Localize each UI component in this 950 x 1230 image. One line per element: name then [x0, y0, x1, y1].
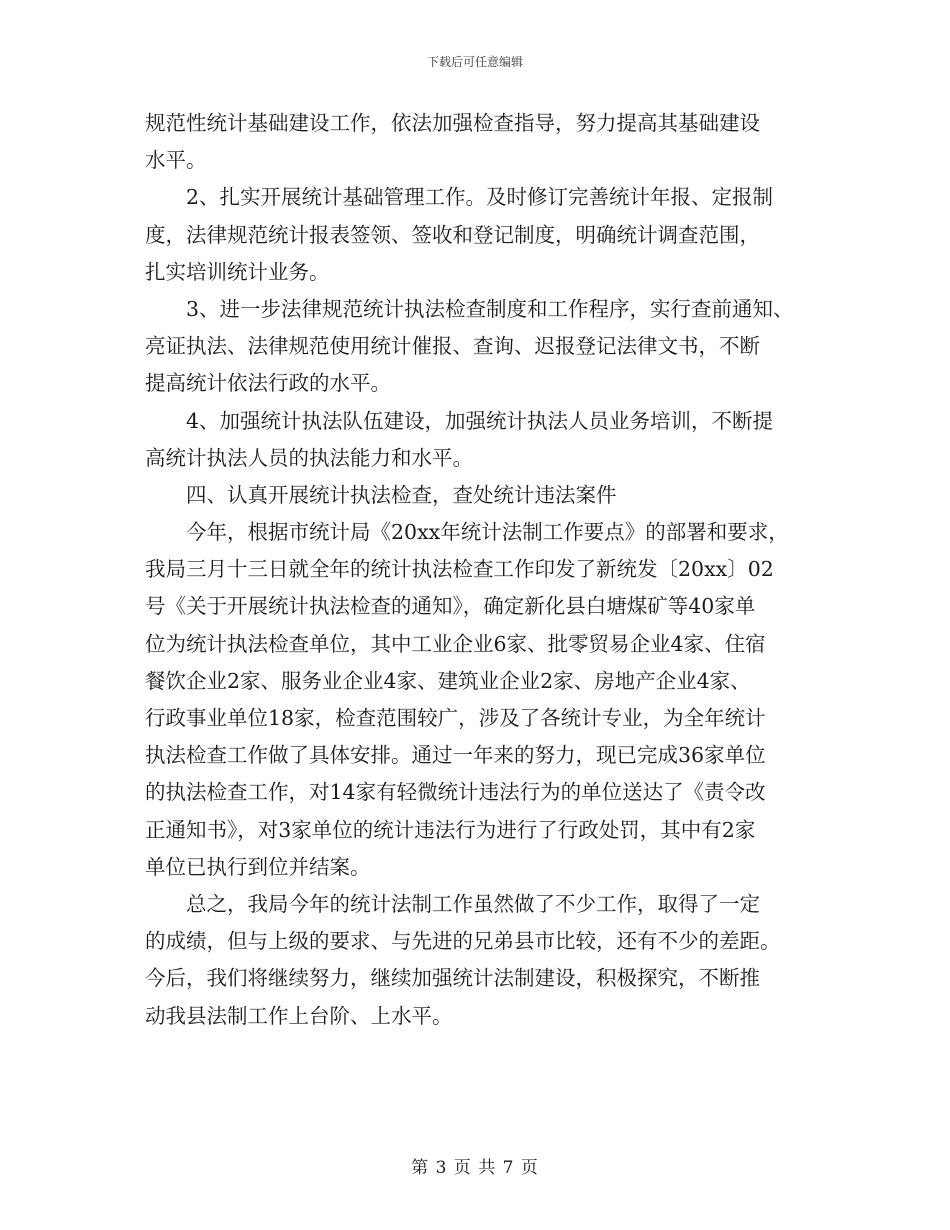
- text-line: 我局三月十三日就全年的统计执法检查工作印发了新统发〔20xx〕02: [145, 557, 774, 582]
- text-line: 的成绩，但与上级的要求、与先进的兄弟县市比较，还有不少的差距。: [145, 929, 781, 954]
- text-line: 提高统计依法行政的水平。: [145, 371, 391, 396]
- document-body: [145, 105, 835, 1035]
- text-line: 四、认真开展统计执法检查，查处统计违法案件: [186, 482, 617, 507]
- text-line: 2、扎实开展统计基础管理工作。及时修订完善统计年报、定报制: [186, 185, 774, 210]
- text-line: 今后，我们将继续努力，继续加强统计法制建设，积极探究，不断推: [145, 966, 760, 991]
- text-line: 今年，根据市统计局《20xx年统计法制工作要点》的部署和要求，: [186, 520, 789, 545]
- text-line: 行政事业单位18家，检查范围较广，涉及了各统计专业，为全年统计: [145, 706, 766, 730]
- text-line: 3、进一步法律规范统计执法检查制度和工作程序，实行查前通知、: [186, 296, 794, 321]
- text-line: 亮证执法、法律规范使用统计催报、查询、迟报登记法律文书，不断: [145, 334, 760, 359]
- text-line: 水平。: [145, 148, 207, 173]
- text-line: 规范性统计基础建设工作，依法加强检查指导，努力提高其基础建设: [145, 111, 760, 135]
- text-line: 单位已执行到位并结案。: [145, 854, 371, 879]
- text-line: 动我县法制工作上台阶、上水平。: [145, 1003, 453, 1028]
- text-line: 的执法检查工作，对14家有轻微统计违法行为的单位送达了《责令改: [145, 780, 766, 805]
- text-line: 号《关于开展统计执法检查的通知》，确定新化县白塘煤矿等40家单: [145, 594, 756, 619]
- text-line: 位为统计执法检查单位，其中工业企业6家、批零贸易企业4家、住宿: [145, 631, 766, 656]
- text-line: 度，法律规范统计报表签领、签收和登记制度，明确统计调查范围，: [145, 222, 760, 247]
- text-line: 餐饮企业2家、服务业企业4家、建筑业企业2家、房地产企业4家、: [145, 668, 751, 693]
- text-line: 总之，我局今年的统计法制工作虽然做了不少工作，取得了一定: [186, 891, 760, 916]
- text-line: 4、加强统计执法队伍建设，加强统计执法人员业务培训，不断提: [186, 408, 774, 433]
- page-number: 第 3 页 共 7 页: [411, 1158, 539, 1178]
- text-line: 扎实培训统计业务。: [145, 259, 330, 284]
- text-line: 高统计执法人员的执法能力和水平。: [145, 445, 473, 470]
- page-header: 下载后可任意编辑: [426, 55, 523, 69]
- text-line: 执法检查工作做了具体安排。通过一年来的努力，现已完成36家单位: [145, 743, 766, 768]
- text-line: 正通知书》，对3家单位的统计违法行为进行了行政处罚，其中有2家: [145, 817, 756, 842]
